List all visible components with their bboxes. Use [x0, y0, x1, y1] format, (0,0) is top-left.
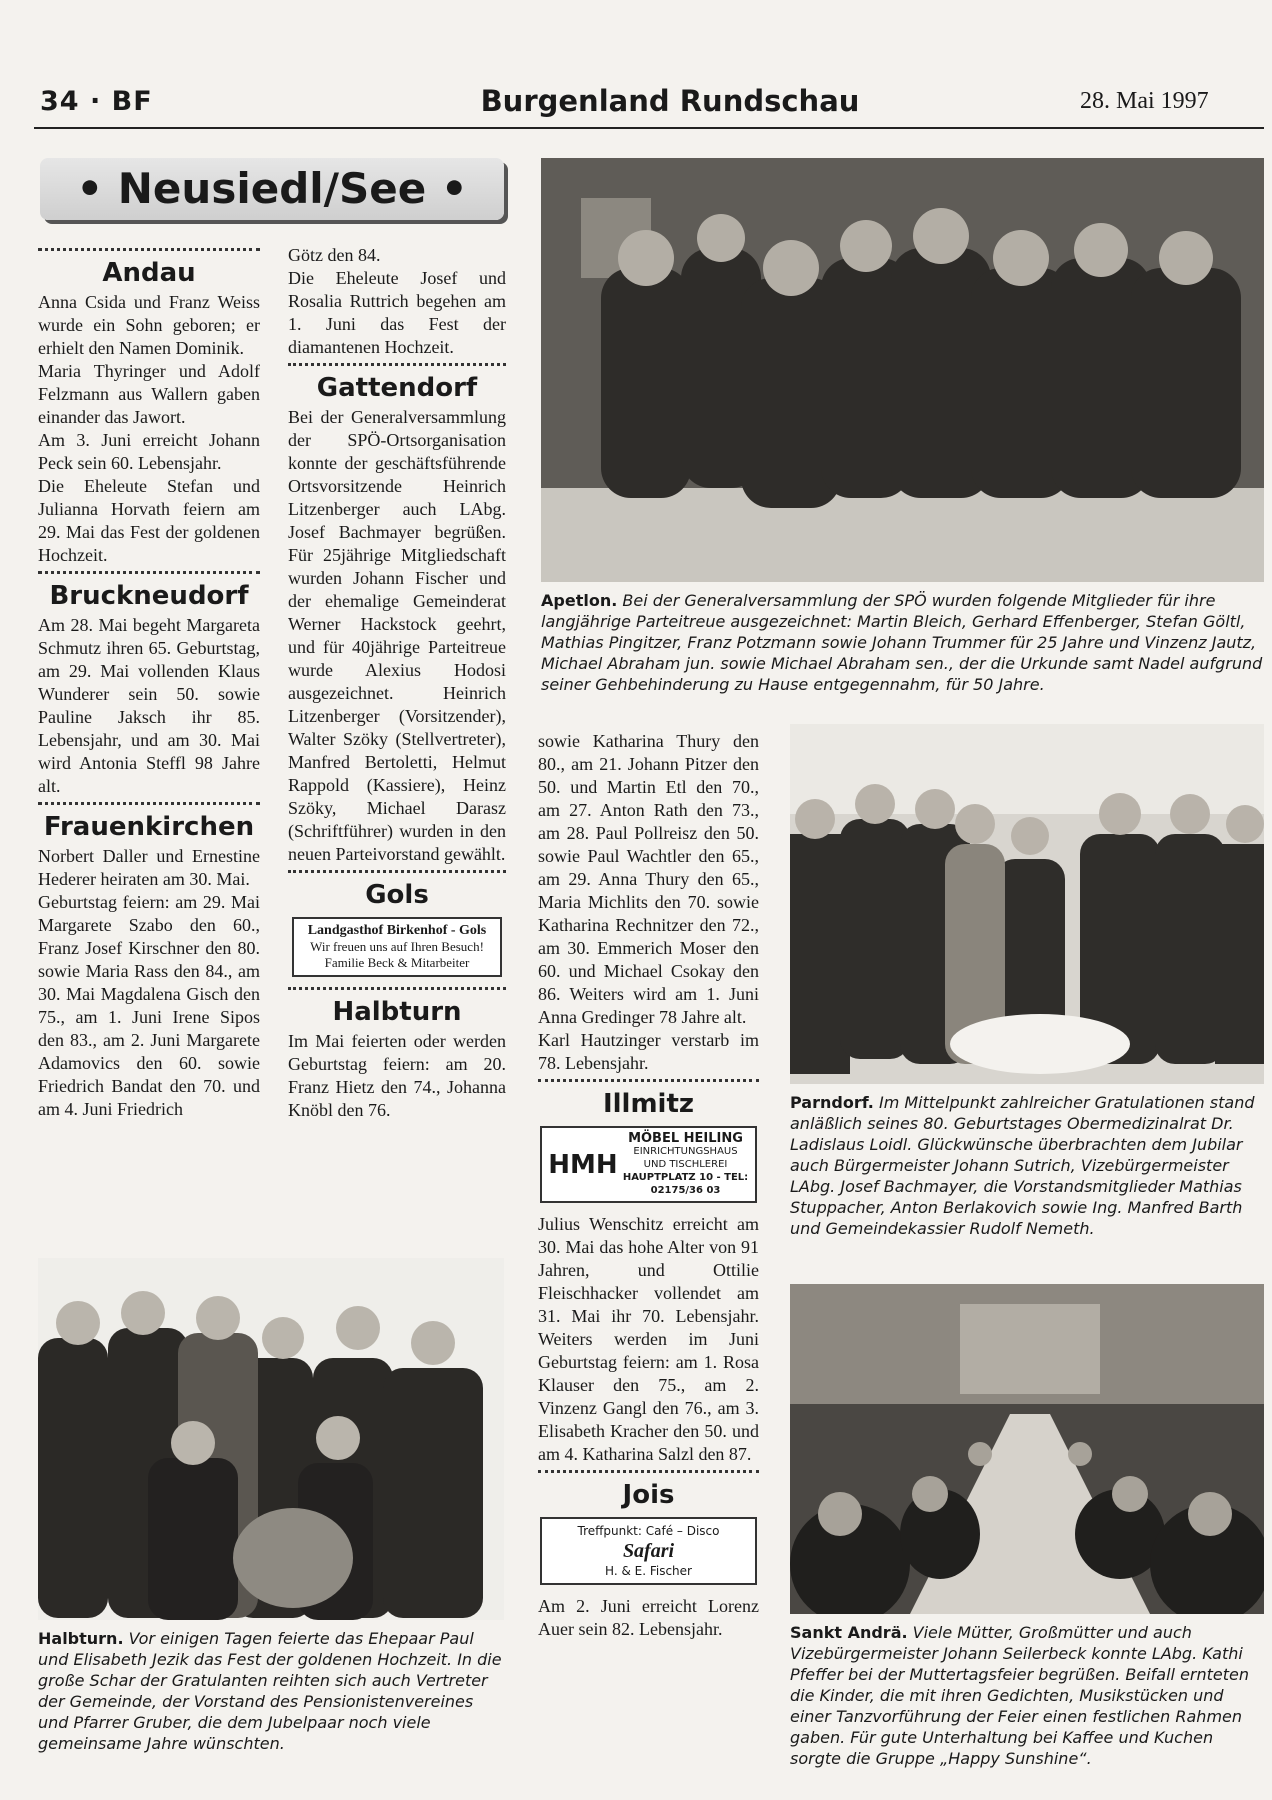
heading-gols: Gols: [365, 880, 429, 910]
region-banner: • Neusiedl/See •: [40, 158, 504, 220]
photo-parndorf: [790, 724, 1264, 1084]
divider: [538, 1470, 759, 1473]
andau-paragraph: Die Eheleute Stefan und Julianna Horvath feiern am 29. Mai das Fest der goldenen Hochzeit.: [38, 476, 260, 565]
caption-parndorf: [790, 1092, 1264, 1239]
photo-sankt-andrae-image: [790, 1284, 1264, 1614]
ad-moebel-heiling: [540, 1126, 757, 1203]
jois-paragraph: Am 2. Juni erreicht Lorenz Auer sein 82. Lebensjahr.: [538, 1596, 759, 1639]
column-2: [288, 244, 506, 1122]
heading-frauenkirchen: Frauenkirchen: [43, 812, 255, 842]
ad-safari-logo: Safari: [622, 1540, 675, 1562]
column-1: [38, 244, 260, 1121]
divider: [38, 248, 260, 251]
halbturn-paragraph: Im Mai feierten oder werden Geburtstag feiern: am 20. Franz Hietz den 74., Johanna Knöbl den 76.: [288, 1031, 506, 1120]
caption-sankt-andrae-lead: Sankt Andrä.: [790, 1623, 908, 1642]
ad-heiling-line: EINRICHTUNGSHAUS: [633, 1146, 738, 1157]
illmitz-paragraph: Julius Wenschitz erreicht am 30. Mai das hohe Alter von 91 Jahren, und Ottilie Fleischhacker vollendet am 31. Mai ihr 70. Lebensjahr. Weiters werden im Juni Geburtstag feiern: am 1. Rosa Klauser den 75., am 2. Vinzenz Gangl den 76., am 3. Elisabeth Kracher den 50. und am 4. Katharina Salzl den 87.: [538, 1214, 759, 1464]
bruckneudorf-paragraph: Am 28. Mai begeht Margareta Schmutz ihren 65. Geburtstag, am 29. Mai vollenden Klaus Wunderer sein 50. sowie Pauline Jaksch ihr 85. Lebensjahr, und am 30. Mai wird Antonia Steffl 98 Jahre alt.: [38, 615, 260, 796]
caption-halbturn-lead: Halbturn.: [38, 1629, 124, 1648]
heading-illmitz: Illmitz: [602, 1089, 695, 1119]
caption-parndorf-text: Im Mittelpunkt zahlreicher Gratulationen stand anläßlich seines 80. Geburtstages Obermedizinalrat Dr. Ladislaus Loidl. Glückwünsche überbrachten dem Jubilar auch Bürgermeister Johann Sutrich, Vizebürgermeister LAbg. Josef Bachmayer, die Vorstandsmitglieder Mathias Stuppacher, Anton Berlakovich sowie Ing. Manfred Barth und Gemeindekassier Rudolf Nemeth.: [790, 1093, 1255, 1238]
issue-date: 28. Mai 1997: [1080, 88, 1209, 114]
frauenkirchen-paragraph: Geburtstag feiern: am 29. Mai Margarete Szabo den 60., Franz Josef Kirschner den 80. sowie Maria Rass den 84., am 30. Mai Magdalena Gisch den 75., am 1. Juni Irene Sipos den 83., am 2. Juni Margarete Adamovics den 60. sowie Friedrich Bandat den 70. und am 4. Juni Friedrich: [38, 892, 260, 1119]
ad-safari: [540, 1517, 757, 1585]
ad-safari-line: H. & E. Fischer: [605, 1564, 692, 1578]
caption-sankt-andrae: [790, 1622, 1264, 1769]
divider: [288, 870, 506, 873]
andau-paragraph: Am 3. Juni erreicht Johann Peck sein 60. Lebensjahr.: [38, 430, 260, 473]
caption-apetlon-text: Bei der Generalversammlung der SPÖ wurden folgende Mitglieder für ihre langjährige Parteitreue ausgezeichnet: Martin Bleich, Gerhard Effenberger, Stefan Göltl, Mathias Pingitzer, Franz Potzmann sowie Johann Trummer für 25 Jahre und Vinzenz Jautz, Michael Abraham jun. sowie Michael Abraham sen., der die Urkunde samt Nadel aufgrund seiner Gehbehinderung zu Hause entgegennahm, für 50 Jahre.: [541, 591, 1263, 694]
photo-parndorf-image: [790, 724, 1264, 1084]
andau-paragraph: Anna Csida und Franz Weiss wurde ein Sohn geboren; er erhielt den Namen Dominik.: [38, 292, 260, 358]
divider: [288, 987, 506, 990]
divider: [538, 1079, 759, 1082]
ad-birkenhof-line: Familie Beck & Mitarbeiter: [324, 955, 470, 970]
column-3: [538, 730, 759, 1641]
col3-paragraph: sowie Katharina Thury den 80., am 21. Johann Pitzer den 50. und Martin Etl den 70., am 27. Anton Rath den 73., am 28. Paul Pollreisz den 50. sowie Paul Wachtler den 65., am 29. Anna Thury den 65., Maria Michlits den 70. sowie Katharina Rechnitzer den 72., am 30. Emmerich Moser den 60. und Michael Csokay den 86. Weiters wird am 1. Juni Anna Gredinger 78 Jahre alt.: [538, 731, 759, 1027]
caption-apetlon-lead: Apetlon.: [541, 591, 618, 610]
photo-halbturn-image: [38, 1258, 504, 1620]
caption-parndorf-lead: Parndorf.: [790, 1093, 874, 1112]
ad-heiling-name: MÖBEL HEILING: [628, 1131, 743, 1146]
ad-birkenhof-line: Wir freuen uns auf Ihren Besuch!: [310, 939, 484, 954]
heading-andau: Andau: [102, 258, 196, 288]
heading-bruckneudorf: Bruckneudorf: [49, 581, 249, 611]
ad-heiling-line: UND TISCHLEREI: [643, 1159, 728, 1170]
heading-gattendorf: Gattendorf: [316, 373, 478, 403]
photo-apetlon-image: [541, 158, 1264, 582]
photo-halbturn: [38, 1258, 504, 1620]
col2-paragraph: Götz den 84.: [288, 245, 381, 265]
photo-sankt-andrae: [790, 1284, 1264, 1614]
divider: [38, 571, 260, 574]
caption-halbturn-text: Vor einigen Tagen feierte das Ehepaar Paul und Elisabeth Jezik das Fest der goldenen Hochzeit. In die große Schar der Gratulanten reihten sich auch Vertreter der Gemeinde, der Vorstand des Pensionistenvereines und Pfarrer Gruber, die dem Jubelpaar noch viele gemeinsame Jahre wünschten.: [38, 1629, 502, 1753]
ad-birkenhof-name: Landgasthof Birkenhof - Gols: [307, 923, 487, 938]
col2-paragraph: Die Eheleute Josef und Rosalia Ruttrich begehen am 1. Juni das Fest der diamantenen Hochzeit.: [288, 268, 506, 357]
frauenkirchen-paragraph: Norbert Daller und Ernestine Hederer heiraten am 30. Mai.: [38, 846, 260, 889]
ad-heiling-logo: HMH: [548, 1149, 618, 1180]
photo-apetlon: [541, 158, 1264, 582]
divider: [38, 802, 260, 805]
gattendorf-paragraph: Bei der Generalversammlung der SPÖ-Ortsorganisation konnte der geschäftsführende Ortsvorsitzende Heinrich Litzenberger auch LAbg. Josef Bachmayer begrüßen. Für 25jährige Mitgliedschaft wurden Johann Fischer und der ehemalige Gemeinderat Werner Hackstock geehrt, und für 40jährige Parteitreue wurde Alexius Hodosi ausgezeichnet. Heinrich Litzenberger (Vorsitzender), Walter Szöky (Stellvertreter), Manfred Bertoletti, Helmut Rappold (Kassiere), Heinz Szöky, Michael Darasz (Schriftführer) wurden in den neuen Parteivorstand gewählt.: [288, 407, 506, 864]
divider: [288, 363, 506, 366]
newspaper-title: Burgenland Rundschau: [480, 84, 860, 118]
ad-safari-line: Treffpunkt: Café – Disco: [577, 1524, 720, 1538]
andau-paragraph: Maria Thyringer und Adolf Felzmann aus Wallern gaben einander das Jawort.: [38, 361, 260, 427]
heading-jois: Jois: [622, 1480, 675, 1510]
heading-halbturn: Halbturn: [332, 997, 462, 1027]
ad-heiling-address: HAUPTPLATZ 10 - TEL: 02175/36 03: [622, 1172, 749, 1196]
header-rule: [34, 127, 1264, 129]
caption-apetlon: [541, 590, 1264, 695]
caption-sankt-andrae-text: Viele Mütter, Großmütter und auch Vizebürgermeister Johann Seilerbeck konnte LAbg. Kathi Pfeffer bei der Muttertagsfeier begrüßen. Beifall ernteten die Kinder, die mit ihren Gedichten, Musikstücken und einer Tanzvorführung der Feier einen festlichen Rahmen gaben. Für gute Unterhaltung bei Kaffee und Kuchen sorgte die Gruppe „Happy Sunshine“.: [790, 1623, 1250, 1768]
page-section: 34 · BF: [40, 86, 153, 117]
ad-birkenhof: [292, 917, 502, 977]
col3-paragraph: Karl Hautzinger verstarb im 78. Lebensjahr.: [538, 1030, 759, 1073]
caption-halbturn: [38, 1628, 504, 1754]
